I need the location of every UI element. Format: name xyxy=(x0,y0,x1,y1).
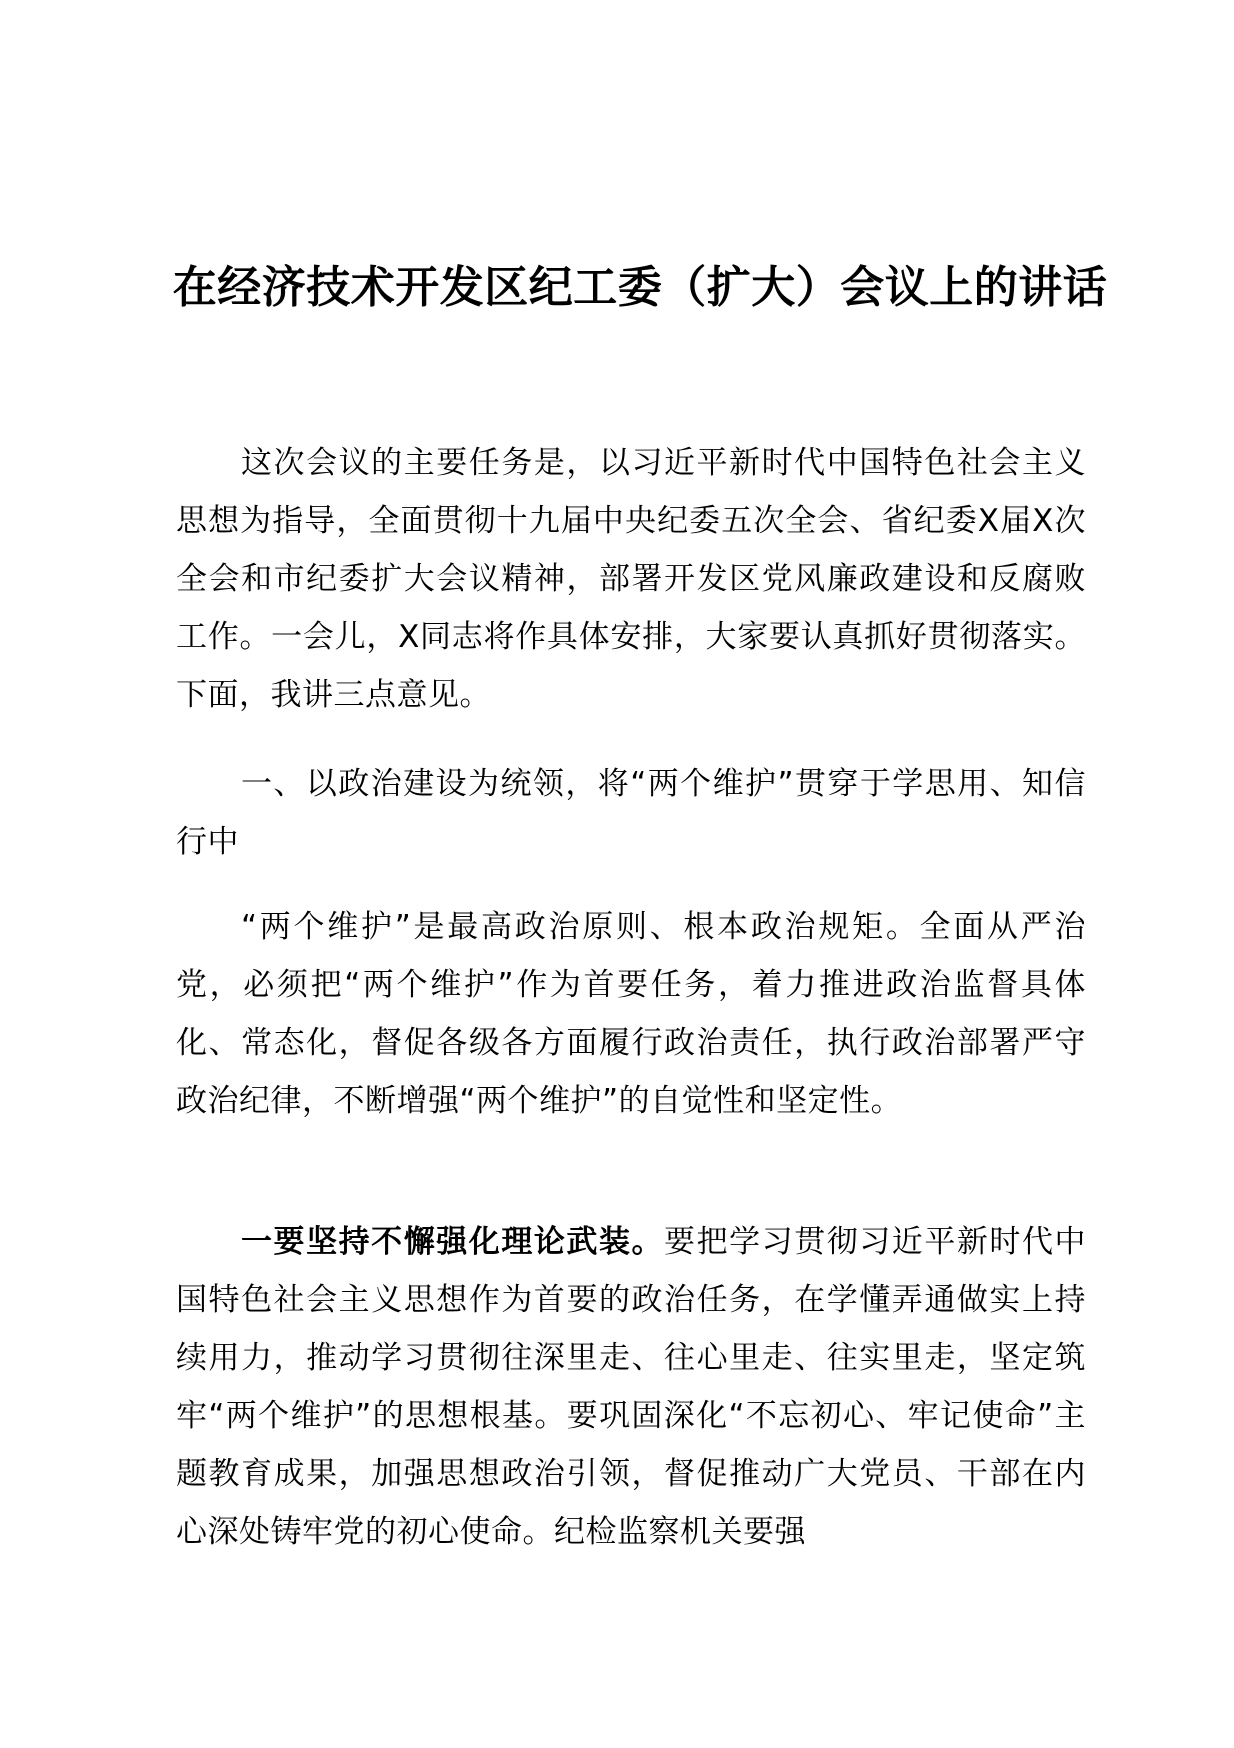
section-heading-one: 一、以政治建设为统领，将“两个维护”贯穿于学思用、知信行中 xyxy=(176,766,1086,860)
two-safeguards-paragraph: “两个维护”是最高政治原则、根本政治规矩。全面从严治党，必须把“两个维护”作为首要任务，着力推进政治监督具体化、常态化，督促各级各方面履行政治责任，执行政治部署严守政治纪律，不断增强“两个维护”的自觉性和坚定性。 xyxy=(176,909,1086,1119)
intro-paragraph: 这次会议的主要任务是，以习近平新时代中国特色社会主义思想为指导，全面贯彻十九届中央纪委五次全会、省纪委X届X次全会和市纪委扩大会议精神，部署开发区党风廉政建设和反腐败工作。一会儿，X同志将作具体安排，大家要认真抓好贯彻落实。下面，我讲三点意见。 xyxy=(176,445,1086,713)
point-one-paragraph xyxy=(176,1213,1086,1561)
point-one-lead: 一要坚持不懈强化理论武装。 xyxy=(241,1224,665,1260)
document-title: 在经济技术开发区纪工委（扩大）会议上的讲话 xyxy=(172,262,1108,313)
point-one-text: 要把学习贯彻习近平新时代中国特色社会主义思想作为首要的政治任务，在学懂弄通做实上持续用力，推动学习贯彻往深里走、往心里走、往实里走，坚定筑牢“两个维护”的思想根基。要巩固深化“不忘初心、牢记使命”主题教育成果，加强思想政治引领，督促推动广大党员、干部在内心深处铸牢党的初心使命。纪检监察机关要强 xyxy=(176,1224,1087,1550)
